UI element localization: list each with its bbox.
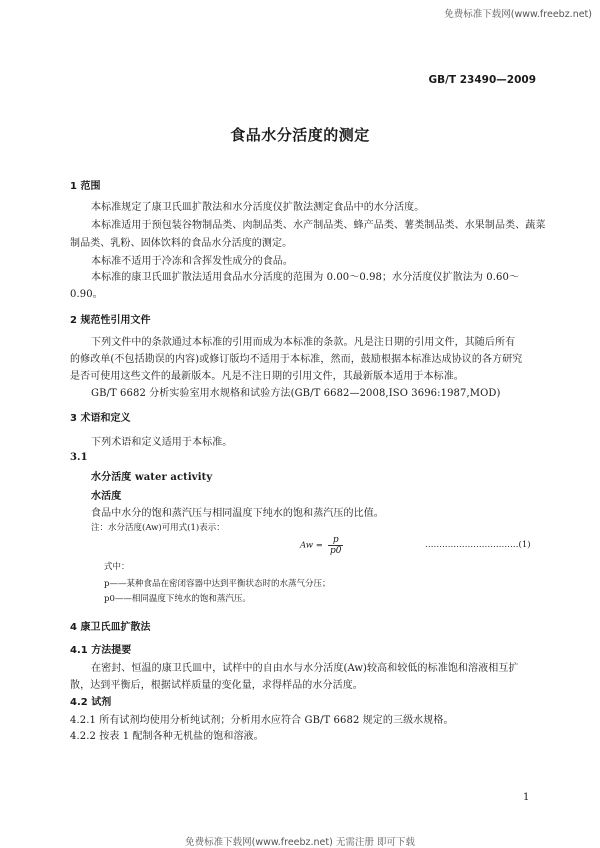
watermark-bottom: 免费标准下载网(www.freebz.net) 无需注册 即可下载 (185, 837, 415, 848)
formula-note: 注：水分活度(Aw)可用式(1)表示： (91, 523, 225, 533)
section-4-1-line: 在密封、恒温的康卫氏皿中，试样中的自由水与水分活度(Aw)较高和较低的标准饱和溶液相互扩 (91, 663, 519, 674)
section-1-line: 本标准适用于预包装谷物制品类、肉制品类、水产制品类、蜂产品类、薯类制品类、水果制品类、蔬菜 (91, 220, 546, 231)
section-2-heading: 2 规范性引用文件 (70, 315, 151, 326)
section-2-line: 下列文件中的条款通过本标准的引用而成为本标准的条款。凡是注日期的引用文件，其随后所有 (91, 337, 516, 348)
section-1-line: 制品类、乳粉、固体饮料的食品水分活度的测定。 (70, 238, 293, 249)
section-3-intro: 下列术语和定义适用于本标准。 (91, 437, 233, 448)
page-title: 食品水分活度的测定 (230, 126, 370, 144)
term-alternative: 水活度 (91, 491, 122, 502)
section-1-heading: 1 范围 (70, 181, 101, 192)
section-2-line: 是否可使用这些文件的最新版本。凡是不注日期的引用文件，其最新版本适用于本标准。 (70, 371, 464, 382)
section-2-line: 的修改单(不包括勘误的内容)或修订版均不适用于本标准，然而，鼓励根据本标准达成协议的各方研究 (70, 354, 523, 365)
section-4-1-heading: 4.1 方法提要 (70, 645, 132, 656)
section-4-1-line: 散，达到平衡后，根据试样质量的变化量，求得样品的水分活度。 (70, 680, 363, 691)
doc-number: GB/T 23490—2009 (428, 74, 536, 86)
formula-where: 式中： (104, 562, 130, 572)
section-4-2-1: 4.2.1 所有试剂均使用分析纯试剂；分析用水应符合 GB/T 6682 规定的三级水规格。 (70, 715, 454, 726)
term-name: 水分活度 water activity (91, 472, 213, 483)
section-1-line: 本标准不适用于冷冻和含挥发性成分的食品。 (91, 256, 293, 267)
formula-variable: p——某种食品在密闭容器中达到平衡状态时的水蒸气分压； (104, 579, 331, 589)
formula-lhs: Aw = (300, 540, 323, 551)
formula-fraction (328, 535, 344, 556)
section-4-2-2: 4.2.2 按表 1 配制各种无机盐的饱和溶液。 (70, 731, 264, 742)
section-4-heading: 4 康卫氏皿扩散法 (70, 622, 151, 633)
section-4-2-heading: 4.2 试剂 (70, 697, 112, 708)
term-definition: 食品中水分的饱和蒸汽压与相同温度下纯水的饱和蒸汽压的比值。 (91, 508, 384, 519)
section-1-line: 本标准的康卫氏皿扩散法适用食品水分活度的范围为 0.00～0.98；水分活度仪扩散法为 0.60～ (91, 272, 520, 283)
section-3-heading: 3 术语和定义 (70, 413, 131, 424)
formula-tag: ……………………………(1) (425, 540, 531, 550)
formula-numerator: p (328, 535, 344, 546)
reference-gbt6682: GB/T 6682 分析实验室用水规格和试验方法(GB/T 6682—2008,ISO 3696:1987,MOD) (91, 388, 501, 399)
formula (300, 535, 343, 556)
formula-variable: p0——相同温度下纯水的饱和蒸汽压。 (104, 594, 251, 604)
section-1-line: 本标准规定了康卫氏皿扩散法和水分活度仪扩散法测定食品中的水分活度。 (91, 202, 425, 213)
watermark-top: 免费标准下载网(www.freebz.net) (444, 9, 592, 20)
section-1-line: 0.90。 (70, 289, 103, 300)
page-number: 1 (523, 792, 530, 803)
formula-denominator: p0 (329, 546, 342, 556)
subsection-number: 3.1 (70, 452, 88, 463)
